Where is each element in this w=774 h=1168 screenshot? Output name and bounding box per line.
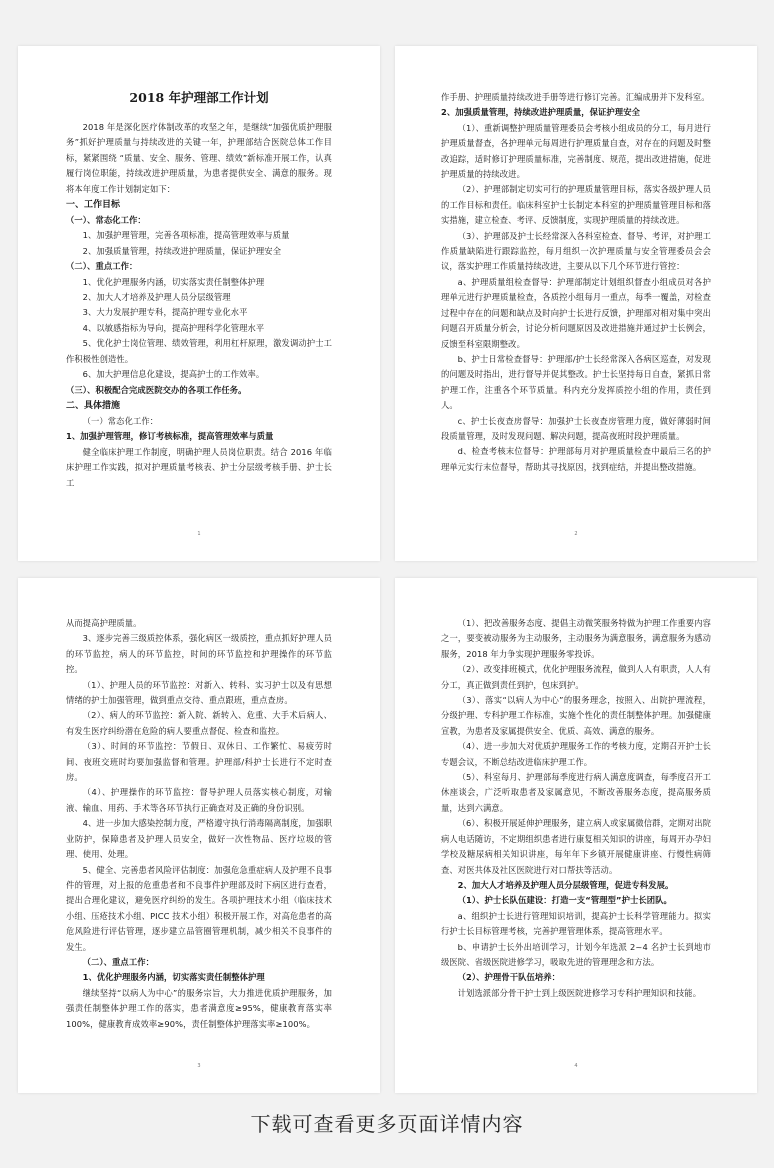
paragraph: a、组织护士长进行管理知识培训，提高护士长科学管理能力。拟实行护士长目标管理考核，完善护理管理体系，提高管理水平。 [441,910,711,937]
paragraph: c、护士长夜查房督导：加强护士长夜查房管理力度，做好薄弱时间段质量管理，及时发现问题、解决问题，提高夜班时段护理质量。 [441,415,711,441]
paragraph: （6）、积极开展延伸护理服务，建立病人或家属微信群，定期对出院病人电话随访，不定期组织患者进行康复相关知识的讲座，每周开办孕妇学校及糖尿病相关知识讲座，每年年下乡镇开展健康讲座、行慢性病筛查、对医共体及社区医院进行对口帮扶等活动。 [441,818,711,875]
page-number: 1 [197,531,201,537]
paragraph: d、检查考核末位督导：护理部每月对护理质量检查中最后三名的护理单元实行末位督导，帮助其寻找原因，找到症结，并提出整改措施。 [441,446,711,472]
subheading: 1、加强护理管理，修订考核标准，提高管理效率与质量 [66,431,274,442]
paragraph: b、护士日常检查督导：护理部/护士长经常深入各病区巡查，对发现的问题及时指出，进行督导并促其整改。护士长坚持每日自查，紧抓日常护理工作，注重各个环节质量。科内充分发挥质控小组的作用，责任到人。 [441,353,711,411]
document-page-1 [18,46,380,561]
subheading: （一）常态化工作： [82,415,159,426]
list-item: 6、加大护理信息化建设，提高护士的工作效率。 [82,369,265,380]
subheading: （二）、重点工作： [66,261,138,272]
section-heading: 一、工作目标 [66,200,121,211]
subheading: （2）、护理骨干队伍培养： [457,972,561,983]
paragraph: 3、逐步完善三级质控体系，强化病区一级质控，重点抓好护理人员的环节监控，病人的环节监控，时间的环节监控和护理操作的环节监控。 [66,633,332,675]
paragraph: 从而提高护理质量。 [66,618,142,628]
list-item: 1、加强护理管理，完善各项标准，提高管理效率与质量 [82,230,290,241]
paragraph: 继续坚持“以病人为中心”的服务宗旨，大力推进优质护理服务，加强责任制整体护理工作的落实，患者满意度≥95%，健康教育落实率100%，健康教育成效率≥90%，责任制整体护理落实率≥100%。 [66,987,332,1029]
paragraph: （2）、改变排班模式，优化护理服务流程，做到人人有职责，人人有分工，真正做到责任到护，包床到护。 [441,664,711,690]
page-number: 4 [574,1063,578,1069]
paragraph: （4）、护理操作的环节监控：督导护理人员落实核心制度，对输液、输血、用药、手术等各环节执行正确查对及正确的身份识别。 [66,787,332,813]
subheading: （1）、护士长队伍建设：打造一支“管理型”护士长团队。 [457,895,672,906]
paragraph: （4）、进一步加大对优质护理服务工作的考核力度，定期召开护士长专题会议，不断总结改进临床护理工作。 [441,741,711,767]
list-item: 1、优化护理服务内涵，切实落实责任制整体护理 [82,276,265,287]
paragraph: 作手册、护理质量持续改进手册等进行修订完善。汇编成册并下发科室。 [441,92,710,102]
paragraph: （5）、科室每月、护理部每季度进行病人满意度调查，每季度召开工休座谈会，广泛听取患者及家属意见，不断改善服务态度，提高服务质量，达到六满意。 [441,772,711,813]
list-item: 4、以敏感指标为导向，提高护理科学化管理水平 [82,322,265,333]
list-item: 3、大力发展护理专科，提高护理专业化水平 [82,307,248,318]
subheading: （三）、积极配合完成医院交办的各项工作任务。 [66,384,247,395]
download-prompt[interactable]: 下载可查看更多页面详情内容 [250,1112,524,1136]
subheading: （二）、重点工作： [82,956,155,967]
subheading: 1、优化护理服务内涵，切实落实责任制整体护理 [82,972,265,983]
paragraph: （1）、重新调整护理质量管理委员会考核小组成员的分工，每月进行护理质量督查，各护理单元每周进行护理质量自查，对存在的问题及时整改追踪，适时修订护理质量标准，完善制度、规范，提出改进措施，促进护理质量的持续改进。 [441,122,711,180]
list-item: 5、优化护士岗位管理、绩效管理，利用杠杆原理，激发调动护士工作积极性创造性。 [66,338,332,364]
subheading: 2、加大人才培养及护理人员分层级管理，促进专科发展。 [457,879,674,890]
paragraph: b、申请护士长外出培训学习，计划今年选派 2~4 名护士长到地市级医院、省级医院进修学习，吸取先进的管理理念和方法。 [441,941,711,967]
page-title: 2018 年护理部工作计划 [129,90,269,105]
paragraph: （1）、护理人员的环节监控：对新入、转科、实习护士以及有思想情绪的护士加强管理，做到重点交待、重点跟班，重点查房。 [66,679,332,706]
subheading: （一）、常态化工作： [66,215,146,226]
section-heading: 二、具体措施 [66,400,121,411]
paragraph: （3）、落实“以病人为中心”的服务理念，按照入、出院护理流程，分级护理、专科护理工作标准，实施个性化的责任制整体护理。加强健康宣教，为患者及家属提供安全、优质、高效、满意的服务。 [441,695,711,736]
paragraph: （3）、护理部及护士长经常深入各科室检查、督导、考评，对护理工作质量缺陷进行跟踪监控，每月组织一次护理质量与安全管理委员会会议，落实护理工作质量持续改进，主要从以下几个环节进行管控： [441,230,711,272]
paragraph: 健全临床护理工作制度，明确护理人员岗位职责。结合 2016 年临床护理工作实践，拟对护理质量考核表、护士分层级考核手册、护士长工 [66,446,332,488]
paragraph: （2）、病人的环节监控：新入院、新转入、危重、大手术后病人、有发生医疗纠纷潜在危险的病人要重点督促、检查和监控。 [66,710,332,736]
paragraph: 计划选派部分骨干护士到上级医院进修学习专科护理知识和技能。 [457,987,702,998]
page-number: 2 [574,531,578,537]
document-page-4 [395,578,757,1093]
paragraph: 4、进一步加大感染控制力度，严格遵守执行消毒隔离制度，加强职业防护，保障患者及护理人员安全，做好一次性物品、医疗垃圾的管理、使用、处理。 [66,818,332,860]
paragraph: （1）、把改善服务态度、提倡主动微笑服务特做为护理工作重要内容之一，要变被动服务为主动服务，主动服务为满意服务，满意服务为感动服务，2018 年力争实现护理服务零投诉。 [441,618,711,659]
document-page-2 [395,46,757,561]
paragraph: 5、健全、完善患者风险评估制度：加强危急重症病人及护理不良事件的管理，对上报的危重患者和不良事件护理部及时下病区进行查看，提出合理化建议，避免医疗纠纷的发生。各项护理技术小组（临床技术小组、压疮技术小组、PICC 技术小组）积极开展工作，对高危患者的高危风险进行评估管理，逐步建立品管圈管理机制，减少相关不良事件的发生。 [66,864,332,952]
page-number: 3 [197,1063,201,1069]
paragraph: （3）、时间的环节监控：节假日、双休日、工作繁忙、易疲劳时间、夜班交班时均要加强监督和管理。护理部/科护士长进行不定时查房。 [66,741,332,783]
subheading: 2、加强质量管理，持续改进护理质量，保证护理安全 [441,107,641,118]
list-item: 2、加大人才培养及护理人员分层级管理 [82,292,231,303]
paragraph: 2018 年是深化医疗体制改革的攻坚之年，是继续“加强优质护理服务”抓好护理质量与持续改进的关键一年，护理部结合医院总体工作目标，紧紧围绕 “质量、安全、服务、管理、绩效”新标准开展工作，认真履行岗位职能，持续改进护理质量，为患者提供安全、满意的服务。现将本年度工作计划制定如下： [66,122,332,194]
document-page-3 [18,578,380,1093]
paragraph: （2）、护理部制定切实可行的护理质量管理目标，落实各级护理人员的工作目标和责任。临床科室护士长制定本科室的护理质量管理目标和落实措施，建立检查、考评、反馈制度，实现护理质量的持续改进。 [441,184,711,226]
list-item: 2、加强质量管理，持续改进护理质量，保证护理安全 [82,245,282,256]
paragraph: a、护理质量组检查督导：护理部制定计划组织督查小组成员对各护理单元进行护理质量检查，各质控小组每月一重点，每季一覆盖，对检查过程中存在的问题和缺点及时向护士长进行反馈，护理部对相对集中突出问题召开质量分析会，讨论分析问题原因及改进措施并通过护士长例会，反馈至科室限期整改。 [441,276,711,349]
